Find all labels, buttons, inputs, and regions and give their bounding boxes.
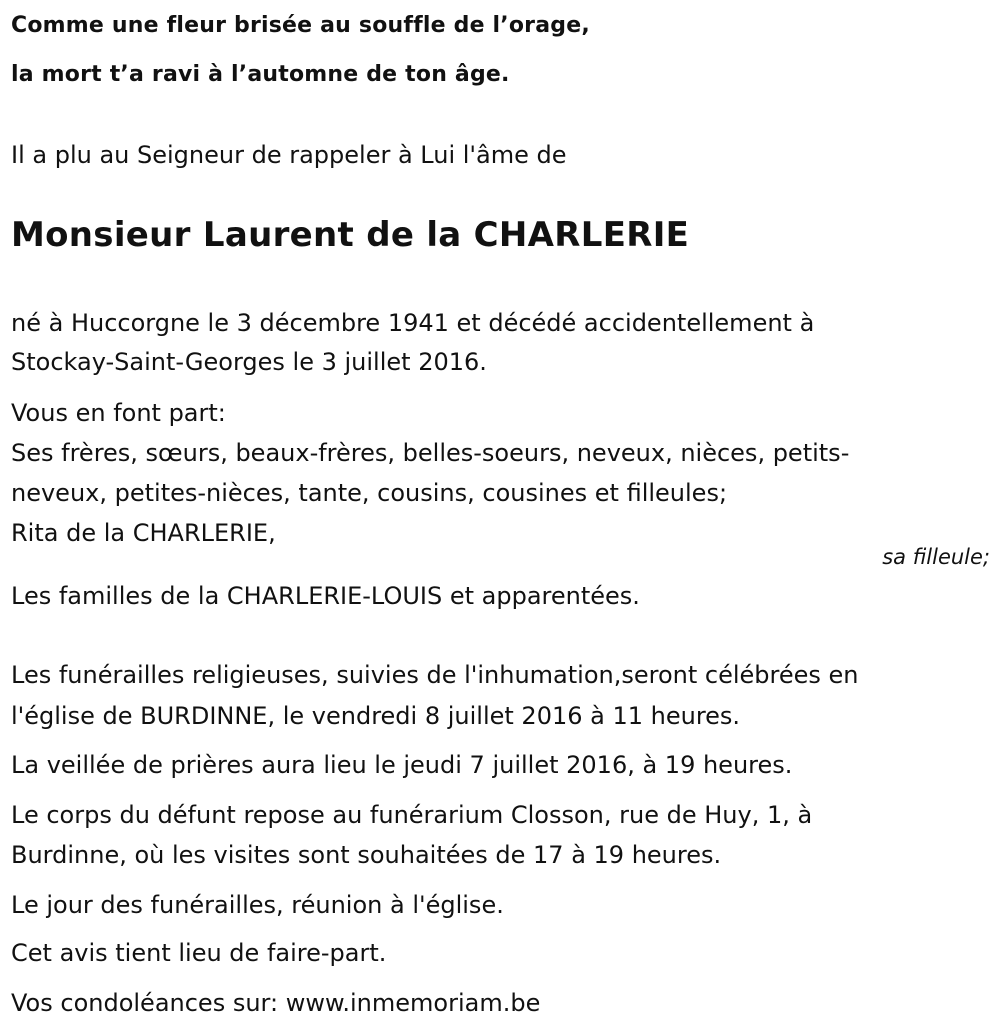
meeting-line: Le jour des funérailles, réunion à l'église. xyxy=(11,891,504,919)
families-line: Les familles de la CHARLERIE-LOUIS et apparentées. xyxy=(11,582,640,610)
announcement-heading: Vous en font part: xyxy=(11,399,226,427)
notice-line: Cet avis tient lieu de faire-part. xyxy=(11,939,387,967)
condolences-line: Vos condoléances sur: www.inmemoriam.be xyxy=(11,989,541,1017)
funeral-line-1: Les funérailles religieuses, suivies de l'inhumation,seront célébrées en xyxy=(11,661,859,689)
funeral-line-2: l'église de BURDINNE, le vendredi 8 juillet 2016 à 11 heures. xyxy=(11,702,741,730)
birth-death-line-2: Stockay-Saint-Georges le 3 juillet 2016. xyxy=(11,348,487,376)
goddaughter-name: Rita de la CHARLERIE, xyxy=(11,519,276,547)
vigil-line: La veillée de prières aura lieu le jeudi 7 juillet 2016, à 19 heures. xyxy=(11,751,793,779)
intro-text: Il a plu au Seigneur de rappeler à Lui l'âme de xyxy=(11,141,567,169)
deceased-name: Monsieur Laurent de la CHARLERIE xyxy=(11,215,690,255)
family-line-1: Ses frères, sœurs, beaux-frères, belles-soeurs, neveux, nièces, petits- xyxy=(11,439,850,467)
poem-line-1: Comme une fleur brisée au souffle de l’orage, xyxy=(11,13,590,38)
poem-line-2: la mort t’a ravi à l’automne de ton âge. xyxy=(11,62,510,87)
goddaughter-role: sa filleule; xyxy=(882,545,990,569)
rest-line-2: Burdinne, où les visites sont souhaitées de 17 à 19 heures. xyxy=(11,841,722,869)
family-line-2: neveux, petites-nièces, tante, cousins, cousines et filleules; xyxy=(11,479,728,507)
birth-death-line-1: né à Huccorgne le 3 décembre 1941 et décédé accidentellement à xyxy=(11,309,815,337)
rest-line-1: Le corps du défunt repose au funérarium Closson, rue de Huy, 1, à xyxy=(11,801,813,829)
